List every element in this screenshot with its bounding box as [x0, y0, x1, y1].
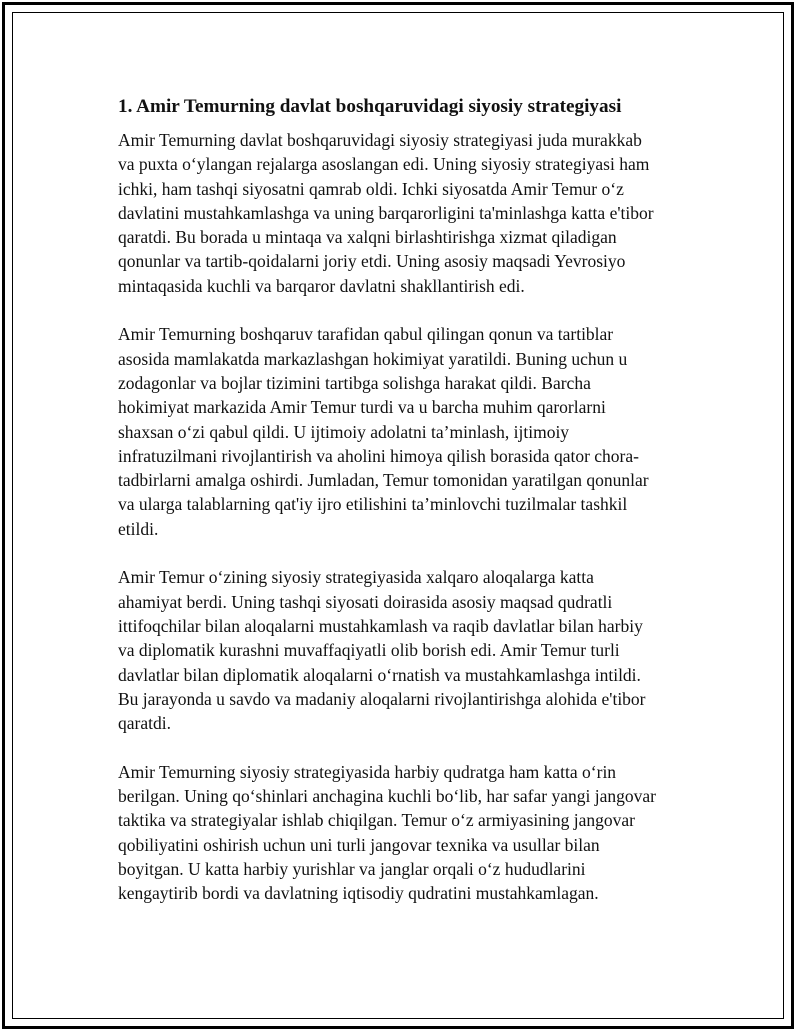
text-line: kengaytirib bordi va davlatning iqtisodiy qudratini mustahkamlagan. [118, 883, 599, 904]
text-line: mintaqasida kuchli va barqaror davlatni shakllantirish edi. [118, 275, 525, 296]
text-line: ahamiyat berdi. Uning tashqi siyosati doirasida asosiy maqsad qudratli [118, 591, 613, 612]
text-line: berilgan. Uning qo‘shinlari anchagina kuchli bo‘lib, har safar yangi jangovar [118, 786, 656, 807]
text-line: shaxsan o‘zi qabul qildi. U ijtimoiy adolatni ta’minlash, ijtimoiy [118, 421, 570, 442]
document-body [118, 92, 688, 930]
text-line: boyitgan. U katta harbiy yurishlar va janglar orqali o‘z hududlarini [118, 858, 586, 879]
paragraph-4 [118, 760, 688, 906]
text-line: Amir Temurning siyosiy strategiyasida harbiy qudratga ham katta o‘rin [118, 761, 617, 782]
text-line: hokimiyat markazida Amir Temur turdi va u barcha muhim qarorlarni [118, 397, 606, 418]
text-line: va puxta o‘ylangan rejalarga asoslangan edi. Uning siyosiy strategiyasi ham [118, 154, 650, 175]
text-line: va ularga talablarning qat'iy ijro etilishini ta’minlovchi tuzilmalar tashkil [118, 494, 628, 515]
text-line: Bu jarayonda u savdo va madaniy aloqalarni rivojlantirishga alohida e'tibor [118, 688, 646, 709]
text-line: asosida mamlakatda markazlashgan hokimiyat yaratildi. Buning uchun u [118, 348, 628, 369]
text-line: Amir Temur o‘zining siyosiy strategiyasida xalqaro aloqalarga katta [118, 567, 594, 588]
text-line: Amir Temurning davlat boshqaruvidagi siyosiy strategiyasi juda murakkab [118, 130, 642, 150]
text-line: infratuzilmani rivojlantirish va aholini himoya qilish borasida qator chora- [118, 445, 639, 466]
text-line: qonunlar va tartib-qoidalarni joriy etdi. Uning asosiy maqsadi Yevrosiyo [118, 251, 626, 272]
text-line: etildi. [118, 518, 159, 539]
text-line: taktika va strategiyalar ishlab chiqilgan. Temur o‘z armiyasining jangovar [118, 810, 635, 831]
text-line: Amir Temurning boshqaruv tarafidan qabul qilingan qonun va tartiblar [118, 324, 614, 345]
text-line: davlatini mustahkamlashga va uning barqarorligini ta'minlashga katta e'tibor [118, 202, 654, 223]
paragraph-1 [118, 128, 688, 298]
paragraph-2 [118, 322, 688, 541]
paragraph-3 [118, 565, 688, 735]
text-line: qobiliyatini oshirish uchun uni turli jangovar texnika va usullar bilan [118, 834, 600, 855]
text-line: ittifoqchilar bilan aloqalarni mustahkamlash va raqib davlatlar bilan harbiy [118, 615, 643, 636]
text-line: zodagonlar va bojlar tizimini tartibga solishga harakat qildi. Barcha [118, 372, 591, 393]
text-line: qaratdi. Bu borada u mintaqa va xalqni birlashtirishga xizmat qiladigan [118, 227, 617, 248]
text-line: tadbirlarni amalga oshirdi. Jumladan, Temur tomonidan yaratilgan qonunlar [118, 470, 649, 491]
text-line: qaratdi. [118, 713, 171, 734]
text-line: va diplomatik kurashni muvaffaqiyatli olib borish edi. Amir Temur turli [118, 640, 620, 661]
section-heading: 1. Amir Temurning davlat boshqaruvidagi siyosiy strategiyasi [118, 96, 622, 117]
text-line: davlatlar bilan diplomatik aloqalarni o‘rnatish va mustahkamlashga intildi. [118, 664, 641, 685]
text-line: ichki, ham tashqi siyosatni qamrab oldi. Ichki siyosatda Amir Temur o‘z [118, 178, 624, 199]
